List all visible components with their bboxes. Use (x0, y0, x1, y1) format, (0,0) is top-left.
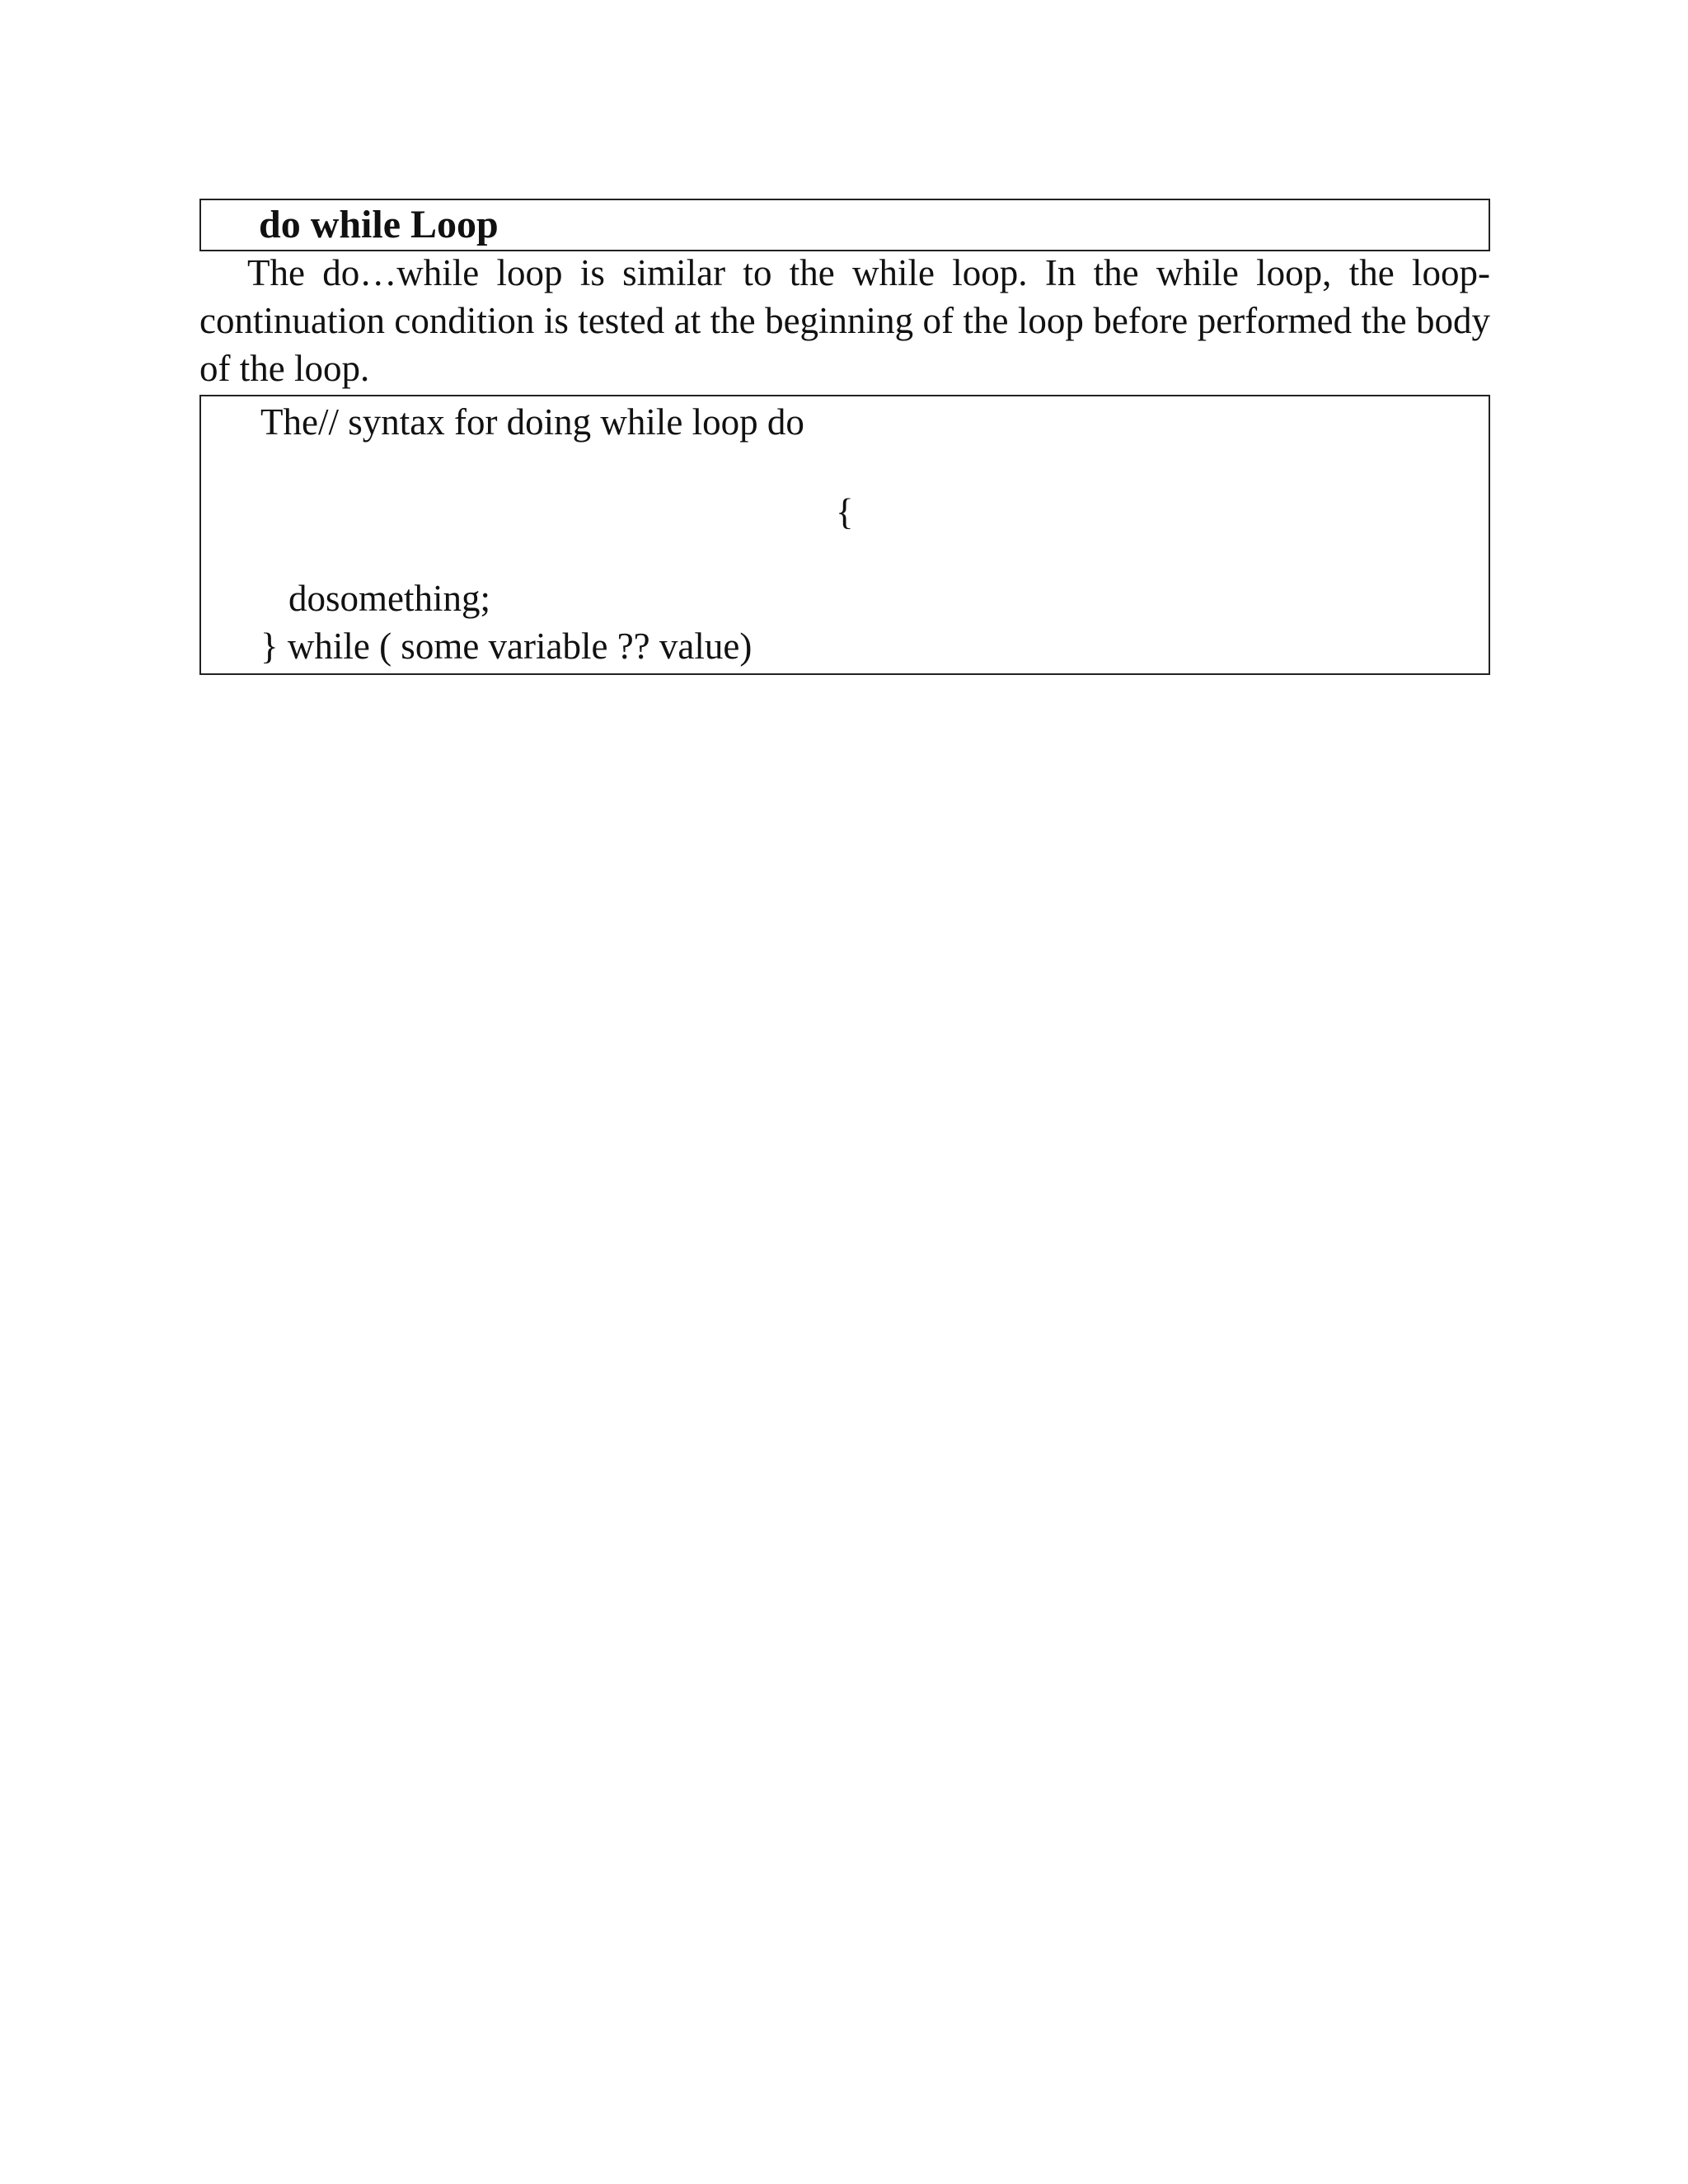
code-line-open-brace: { (836, 491, 854, 532)
code-line-comment: The// syntax for doing while loop do (260, 401, 804, 443)
syntax-code-box (199, 395, 1490, 675)
body-paragraph: The do…while loop is similar to the while loop. In the while loop, the loop-continuation condition is tested at the beginning of the loop before performed the body of the loop. (199, 252, 1490, 389)
code-line-body: dosomething; (288, 578, 490, 619)
section-heading: do while Loop (259, 203, 499, 246)
code-line-while-condition: } while ( some variable ?? value) (260, 626, 753, 667)
section-heading-box (199, 199, 1490, 251)
